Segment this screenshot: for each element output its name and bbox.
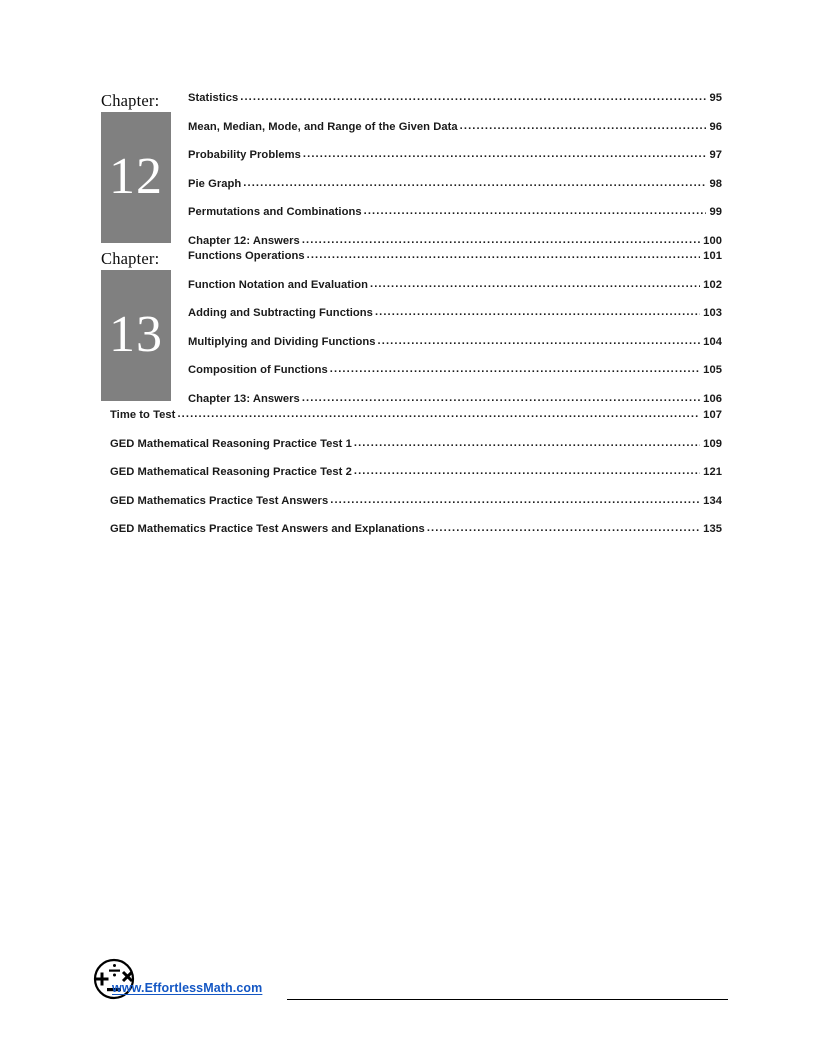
toc-entry[interactable] (188, 178, 722, 207)
toc-entry-page-number: 97 (709, 149, 722, 162)
toc-dot-leader (460, 121, 707, 132)
toc-dot-leader (302, 393, 700, 404)
toc-dot-leader (330, 495, 700, 506)
divide-icon (109, 964, 120, 977)
chapter-label-12: Chapter: (101, 91, 160, 110)
toc-entry[interactable] (110, 409, 722, 438)
toc-entry-title: Chapter 13: Answers (188, 392, 300, 405)
toc-entry-title: Multiplying and Dividing Functions (188, 335, 376, 348)
multiply-icon (123, 972, 132, 981)
chapter-number-tile-12 (101, 112, 171, 243)
toc-entry-page-number: 101 (703, 250, 722, 262)
chapter-number-12: 12 (109, 147, 163, 205)
toc-dot-leader (354, 438, 700, 449)
toc-entry-page-number: 121 (703, 466, 722, 479)
toc-entry-page-number: 95 (709, 92, 722, 104)
chapter-rail-12 (96, 92, 174, 243)
page-footer (0, 950, 816, 1020)
toc-entry-title: Chapter 12: Answers (188, 234, 300, 247)
toc-dot-leader (375, 307, 700, 318)
toc-dot-leader (354, 466, 700, 477)
chapter-label-13: Chapter: (101, 249, 160, 268)
toc-entry[interactable] (110, 438, 722, 467)
toc-entry-page-number: 96 (709, 120, 722, 133)
toc-entry[interactable] (188, 279, 722, 308)
toc-dot-leader (427, 523, 700, 534)
toc-entry-title: GED Mathematics Practice Test Answers (110, 494, 329, 507)
toc-entry[interactable] (188, 149, 722, 178)
toc-entry[interactable] (188, 250, 722, 279)
toc-dot-leader (303, 149, 707, 160)
toc-entry[interactable] (110, 466, 722, 495)
toc-dot-leader (378, 336, 701, 347)
toc-dot-leader (302, 235, 700, 246)
toc-entry-page-number: 105 (703, 364, 722, 377)
toc-entry-page-number: 103 (703, 307, 722, 320)
toc-entry-title: GED Mathematics Practice Test Answers and Explanations (110, 523, 425, 536)
chapter-number-13: 13 (109, 305, 163, 363)
toc-entry[interactable] (110, 523, 722, 552)
toc-entry-page-number: 104 (703, 335, 722, 348)
toc-entry-page-number: 99 (709, 206, 722, 219)
chapter-rail-13 (96, 250, 174, 401)
toc-entry[interactable] (188, 92, 722, 121)
toc-entry[interactable] (188, 206, 722, 235)
toc-entry-title: Mean, Median, Mode, and Range of the Given Data (188, 120, 458, 133)
toc-entry[interactable] (110, 495, 722, 524)
toc-entry-page-number: 106 (703, 392, 722, 405)
toc-entry-title: GED Mathematical Reasoning Practice Test 2 (110, 466, 352, 479)
plus-icon (96, 973, 109, 986)
effortless-math-url-link[interactable]: www.EffortlessMath.com (112, 981, 263, 995)
toc-entry-page-number: 102 (703, 278, 722, 291)
toc-entry-title: GED Mathematical Reasoning Practice Test 1 (110, 437, 352, 450)
toc-dot-leader (177, 409, 700, 420)
toc-dot-leader (330, 364, 700, 375)
toc-entry-page-number: 100 (703, 234, 722, 247)
toc-entry-title: Function Notation and Evaluation (188, 278, 368, 291)
toc-entry-title: Permutations and Combinations (188, 206, 362, 219)
toc-entry[interactable] (188, 121, 722, 150)
chapter-12-entry-list (188, 92, 722, 264)
back-matter-entry-list (110, 409, 722, 552)
toc-entry-title: Time to Test (110, 409, 176, 421)
chapter-13-entry-list (188, 250, 722, 422)
toc-entry-page-number: 107 (703, 409, 722, 421)
toc-entry-page-number: 98 (709, 177, 722, 190)
toc-dot-leader (240, 92, 706, 103)
footer-divider-rule (287, 999, 728, 1000)
toc-entry-page-number: 109 (703, 437, 722, 450)
toc-entry-title: Adding and Subtracting Functions (188, 307, 373, 320)
toc-entry-title: Composition of Functions (188, 364, 328, 377)
toc-entry-title: Functions Operations (188, 250, 305, 262)
toc-dot-leader (243, 178, 706, 189)
toc-entry[interactable] (188, 336, 722, 365)
toc-entry-title: Statistics (188, 92, 239, 104)
toc-entry-title: Probability Problems (188, 149, 301, 162)
toc-dot-leader (307, 250, 701, 261)
toc-entry-page-number: 135 (703, 523, 722, 536)
toc-entry-page-number: 134 (703, 494, 722, 507)
toc-dot-leader (364, 206, 707, 217)
toc-entry-title: Pie Graph (188, 177, 242, 190)
toc-entry[interactable] (188, 307, 722, 336)
toc-entry[interactable] (188, 364, 722, 393)
toc-dot-leader (370, 279, 700, 290)
chapter-number-tile-13 (101, 270, 171, 401)
